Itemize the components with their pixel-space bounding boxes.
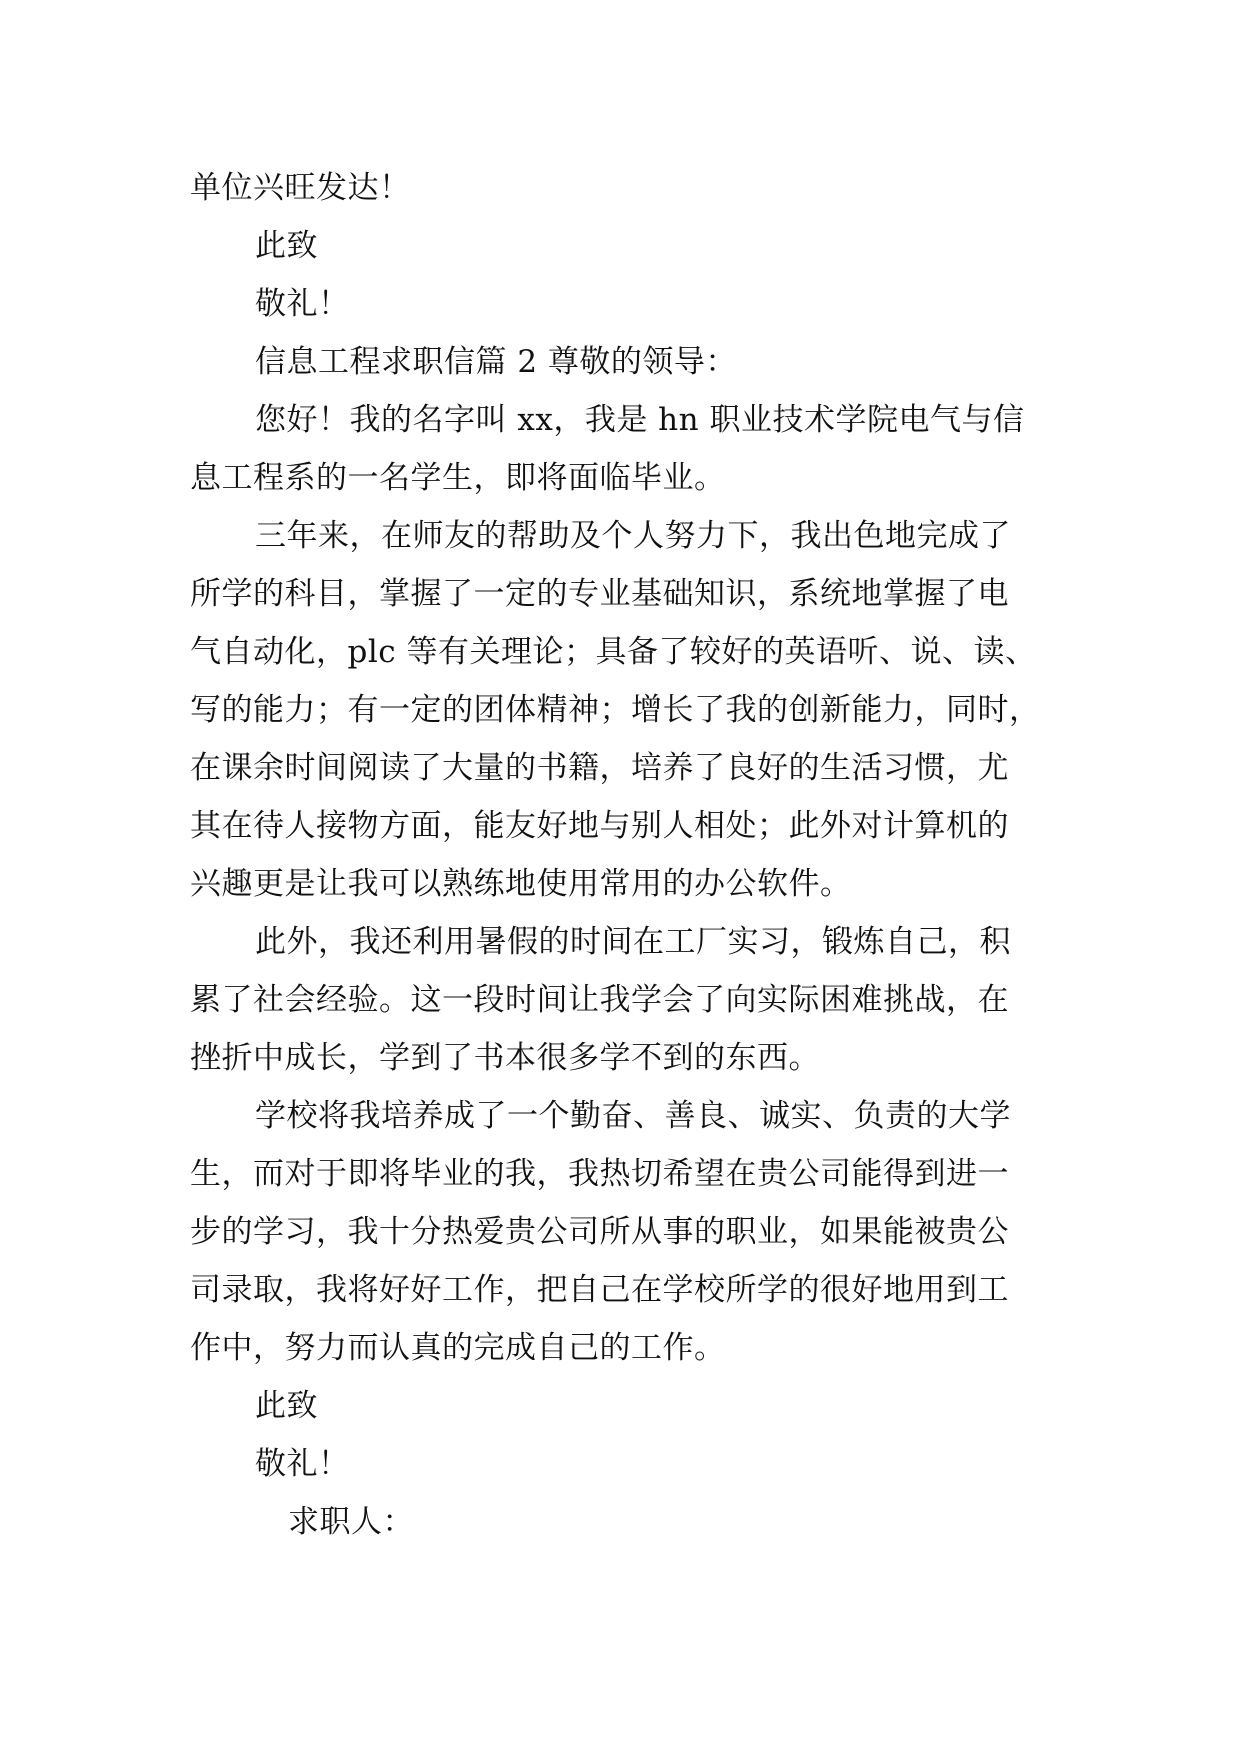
closing-salutation: 此致 — [255, 228, 318, 264]
paragraph-line: 累了社会经验。这一段时间让我学会了向实际困难挑战，在 — [190, 982, 1009, 1018]
closing-regards: 敬礼！ — [255, 1446, 350, 1482]
paragraph-line: 生，而对于即将毕业的我，我热切希望在贵公司能得到进一 — [190, 1156, 1009, 1192]
applicant-signature-label: 求职人： — [288, 1504, 414, 1540]
closing-salutation: 此致 — [255, 1388, 318, 1424]
text-line: 单位兴旺发达！ — [190, 170, 411, 206]
paragraph-line: 其在待人接物方面，能友好地与别人相处；此外对计算机的 — [190, 808, 1009, 844]
paragraph-line: 此外，我还利用暑假的时间在工厂实习，锻炼自己，积 — [255, 924, 1011, 960]
paragraph-line: 作中，努力而认真的完成自己的工作。 — [190, 1330, 726, 1366]
paragraph-line: 您好！我的名字叫 xx，我是 hn 职业技术学院电气与信 — [255, 402, 1025, 438]
paragraph-line: 挫折中成长，学到了书本很多学不到的东西。 — [190, 1040, 820, 1076]
paragraph-line: 司录取，我将好好工作，把自己在学校所学的很好地用到工 — [190, 1272, 1009, 1308]
paragraph-line: 在课余时间阅读了大量的书籍，培养了良好的生活习惯，尤 — [190, 750, 1009, 786]
paragraph-line: 所学的科目，掌握了一定的专业基础知识，系统地掌握了电 — [190, 576, 1009, 612]
paragraph-line: 写的能力；有一定的团体精神；增长了我的创新能力，同时， — [190, 692, 1041, 728]
paragraph-line: 三年来，在师友的帮助及个人努力下，我出色地完成了 — [255, 518, 1011, 554]
section-heading: 信息工程求职信篇 2 尊敬的领导： — [255, 344, 737, 380]
paragraph-line: 学校将我培养成了一个勤奋、善良、诚实、负责的大学 — [255, 1098, 1011, 1134]
paragraph-line: 息工程系的一名学生，即将面临毕业。 — [190, 460, 726, 496]
paragraph-line: 兴趣更是让我可以熟练地使用常用的办公软件。 — [190, 866, 852, 902]
paragraph-line: 步的学习，我十分热爱贵公司所从事的职业，如果能被贵公 — [190, 1214, 1009, 1250]
closing-regards: 敬礼！ — [255, 286, 350, 322]
paragraph-line: 气自动化，plc 等有关理论；具备了较好的英语听、说、读、 — [190, 634, 1037, 670]
